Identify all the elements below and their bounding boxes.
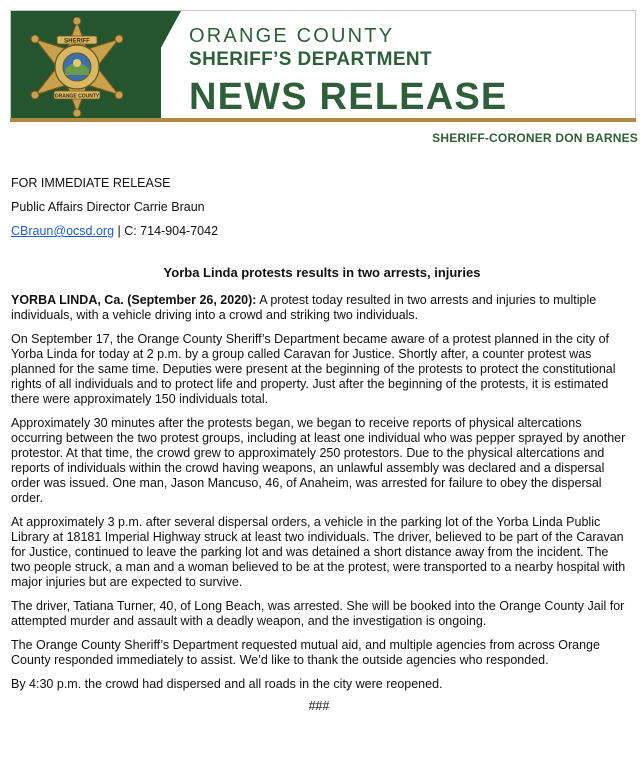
end-mark: ### — [308, 699, 330, 713]
release-title: Yorba Linda protests results in two arrests, injuries — [163, 265, 481, 280]
contact-name: Public Affairs Director Carrie Braun — [11, 200, 205, 214]
paragraph: On September 17, the Orange County Sheriff’s Department became aware of a protest planned in the city of Yorba Linda for today at 2 p.m. by a group called Caravan for Justice. Shortly after, a counter protest was planned for the same time. Deputies were present at the beginning of the protests to protect the constitutional rights of all individuals and to protect life and property. Just after the beginning of the protests, it is estimated there were approximately 150 individuals total. — [11, 332, 616, 406]
paragraph: Approximately 30 minutes after the protests began, we began to receive reports of physical altercations occurring between the two protest groups, including at least one individual who was pepper sprayed by another protestor. At that time, the crowd grew to approximately 250 protestors. Due to the physical altercations and reports of individuals within the crowd having weapons, an unlawful assembly was declared and a dispersal order was issued. One man, Jason Mancuso, 46, of Anaheim, was arrested for failure to obey the dispersal order. — [11, 416, 626, 505]
news-release-heading: NEWS RELEASE — [189, 76, 508, 118]
paragraph: By 4:30 p.m. the crowd had dispersed and all roads in the city were reopened. — [11, 677, 443, 691]
badge-text-bottom: ORANGE COUNTY — [54, 93, 100, 100]
contact-line — [11, 224, 218, 238]
paragraph: The Orange County Sheriff’s Department requested mutual aid, and multiple agencies from across Orange County responded immediately to assist. We’d like to thank the outside agencies who responded. — [11, 638, 600, 667]
agency-name-line2: SHERIFF’S DEPARTMENT — [189, 49, 433, 70]
phone-number: | C: 714-904-7042 — [114, 224, 219, 238]
gold-divider — [10, 118, 636, 122]
paragraph: The driver, Tatiana Turner, 40, of Long Beach, was arrested. She will be booked into the Orange County Jail for attempted murder and assault with a deadly weapon, and the investigation is ongoing. — [11, 599, 625, 628]
dateline: YORBA LINDA, Ca. (September 26, 2020): — [11, 293, 257, 307]
letterhead-banner — [10, 10, 636, 120]
green-diagonal — [121, 11, 181, 120]
paragraph-text: A protest today resulted in two arrests and injuries to multiple individuals, with a vehicle driving into a crowd and striking two individuals. — [11, 293, 597, 322]
email-link[interactable]: CBraun@ocsd.org — [11, 224, 115, 238]
badge-text-top: SHERIFF — [64, 38, 90, 45]
release-body — [11, 293, 627, 714]
letterhead — [10, 10, 636, 133]
release-type: FOR IMMEDIATE RELEASE — [11, 176, 171, 190]
sheriff-coroner-name: SHERIFF-CORONER DON BARNES — [432, 131, 638, 145]
sheriff-star-badge-icon — [27, 17, 127, 117]
agency-name-line1: ORANGE COUNTY — [189, 25, 395, 47]
paragraph: At approximately 3 p.m. after several dispersal orders, a vehicle in the parking lot of the Yorba Linda Public Library at 18181 Imperial Highway struck at least two individuals. The driver, believed to be part of the Caravan for Justice, continued to leave the parking lot and was detained a short distance away from the incident. The two people struck, a man and a woman believed to be at the protest, were transported to a nearby hospital with major injuries but are expected to survive. — [11, 515, 626, 589]
paragraph — [11, 293, 627, 323]
